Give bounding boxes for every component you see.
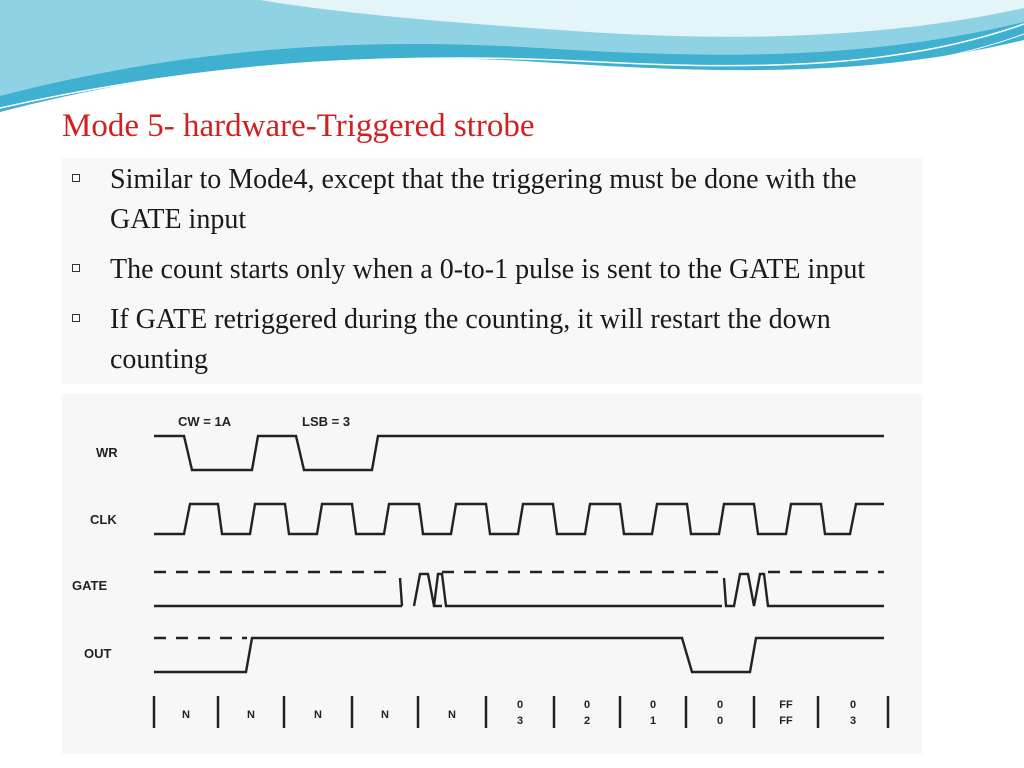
count-value: N bbox=[247, 709, 255, 721]
count-value-low: 3 bbox=[516, 715, 524, 727]
annotation-lsb: LSB = 3 bbox=[302, 414, 351, 429]
bullet-list bbox=[62, 158, 922, 384]
count-value: N bbox=[182, 709, 190, 721]
signal-label-clk: CLK bbox=[90, 512, 117, 527]
decorative-wave-header bbox=[0, 0, 1024, 120]
count-value-low: FF bbox=[779, 715, 793, 727]
clk-waveform bbox=[154, 504, 884, 534]
count-value-low: 3 bbox=[849, 715, 857, 727]
bullet-text: The count starts only when a 0-to-1 pulse is sent to the GATE input bbox=[110, 254, 866, 285]
count-value-high: 0 bbox=[849, 699, 857, 711]
bullet-square-icon bbox=[72, 174, 80, 182]
signal-label-wr: WR bbox=[96, 445, 118, 460]
bullet-text: If GATE retriggered during the counting, it will restart the down counting bbox=[110, 304, 831, 375]
count-value-low: 0 bbox=[716, 715, 724, 727]
count-value-high: FF bbox=[779, 699, 793, 711]
count-value-high: 0 bbox=[516, 699, 524, 711]
signal-label-out: OUT bbox=[84, 646, 112, 661]
count-value-high: 0 bbox=[716, 699, 724, 711]
wr-waveform bbox=[154, 436, 884, 470]
count-value-low: 1 bbox=[649, 715, 657, 727]
count-value: N bbox=[381, 709, 389, 721]
gate-waveform bbox=[154, 574, 884, 606]
out-waveform bbox=[154, 638, 884, 672]
count-value-high: 0 bbox=[649, 699, 657, 711]
bullet-item bbox=[72, 250, 912, 290]
bullet-item bbox=[72, 160, 912, 240]
bullet-text: Similar to Mode4, except that the triggering must be done with the GATE input bbox=[110, 164, 857, 235]
bullet-square-icon bbox=[72, 264, 80, 272]
count-value: N bbox=[314, 709, 322, 721]
count-value-low: 2 bbox=[583, 715, 591, 727]
signal-label-gate: GATE bbox=[72, 578, 108, 593]
timing-diagram bbox=[62, 394, 922, 754]
slide-title: Mode 5- hardware-Triggered strobe bbox=[62, 108, 535, 144]
bullet-square-icon bbox=[72, 314, 80, 322]
annotation-cw: CW = 1A bbox=[178, 414, 232, 429]
count-value: N bbox=[448, 709, 456, 721]
bullet-item bbox=[72, 300, 912, 380]
count-value-high: 0 bbox=[583, 699, 591, 711]
